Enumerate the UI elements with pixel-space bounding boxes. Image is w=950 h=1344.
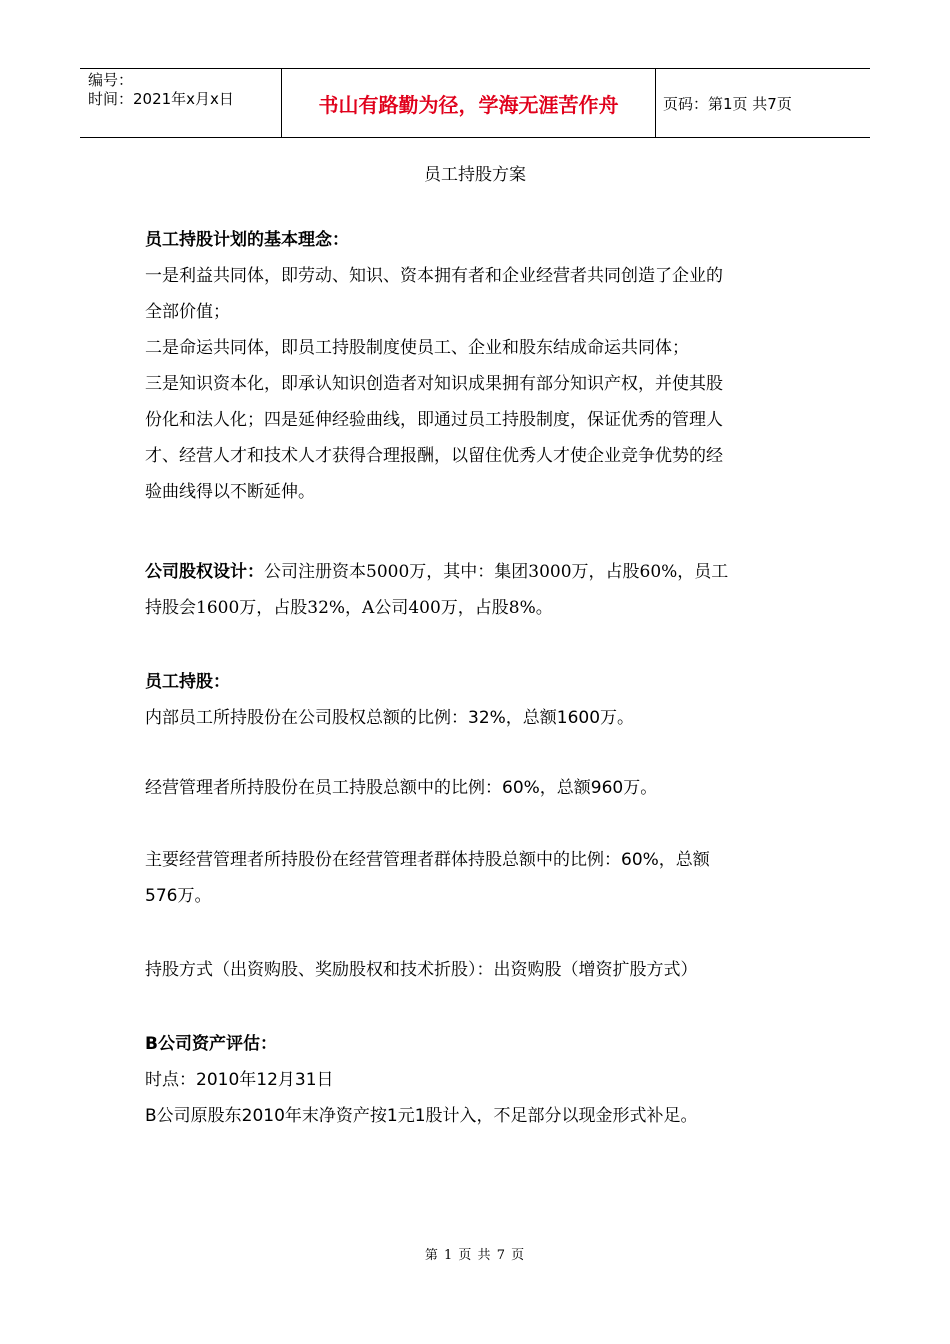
paragraph-line: 才、经营人才和技术人才获得合理报酬，以留住优秀人才使企业竞争优势的经 — [145, 446, 723, 466]
paragraph-line: 时点：2010年12月31日 — [145, 1070, 334, 1090]
paragraph-line: 主要经营管理者所持股份在经营管理者群体持股总额中的比例：60%，总额 — [145, 850, 710, 870]
header-right-cell — [655, 69, 870, 137]
header-table — [80, 68, 870, 138]
paragraph-line: 二是命运共同体，即员工持股制度使员工、企业和股东结成命运共同体； — [145, 338, 689, 358]
section-heading: 员工持股： — [145, 672, 230, 692]
holding-paragraph — [145, 770, 815, 806]
section-holding — [145, 664, 815, 736]
paragraph-line — [145, 554, 815, 590]
page-info: 页码：第1页 共7页 — [663, 95, 792, 113]
paragraph-line: 份化和法人化；四是延伸经验曲线，即通过员工持股制度，保证优秀的管理人 — [145, 410, 723, 430]
header-left-cell — [80, 69, 281, 137]
paragraph-line: B公司原股东2010年末净资产按1元1股计入，不足部分以现金形式补足。 — [145, 1106, 698, 1126]
section-heading: B公司资产评估： — [145, 1034, 277, 1054]
paragraph-line: 内部员工所持股份在公司股权总额的比例：32%，总额1600万。 — [145, 708, 635, 728]
holding-paragraph — [145, 952, 815, 988]
document-title: 员工持股方案 — [424, 165, 526, 185]
paragraph-line: 三是知识资本化，即承认知识创造者对知识成果拥有部分知识产权，并使其股 — [145, 374, 723, 394]
equity-text: 公司注册资本5000万，其中：集团3000万，占股60%，员工 — [264, 562, 729, 582]
time-label: 时间：2021年x月x日 — [88, 90, 234, 108]
section-heading: 公司股权设计： — [145, 562, 264, 582]
section-philosophy — [145, 222, 815, 510]
paragraph-line: 持股方式（出资购股、奖励股权和技术折股）：出资购股（增资扩股方式） — [145, 960, 698, 980]
number-label: 编号： — [88, 71, 134, 89]
motto: 书山有路勤为径，学海无涯苦作舟 — [318, 93, 619, 117]
paragraph-line: 576万。 — [145, 886, 212, 906]
paragraph-line: 经营管理者所持股份在员工持股总额中的比例：60%，总额960万。 — [145, 778, 658, 798]
paragraph-line: 持股会1600万，占股32%，A公司400万，占股8%。 — [145, 598, 553, 618]
page-footer: 第 1 页 共 7 页 — [424, 1248, 526, 1263]
section-equity — [145, 554, 815, 626]
header-middle-cell — [281, 69, 656, 137]
holding-paragraph — [145, 842, 815, 914]
section-heading: 员工持股计划的基本理念： — [145, 230, 349, 250]
paragraph-line: 全部价值； — [145, 302, 230, 322]
paragraph-line: 一是利益共同体，即劳动、知识、资本拥有者和企业经营者共同创造了企业的 — [145, 266, 723, 286]
section-assessment — [145, 1026, 815, 1134]
paragraph-line: 验曲线得以不断延伸。 — [145, 482, 315, 502]
